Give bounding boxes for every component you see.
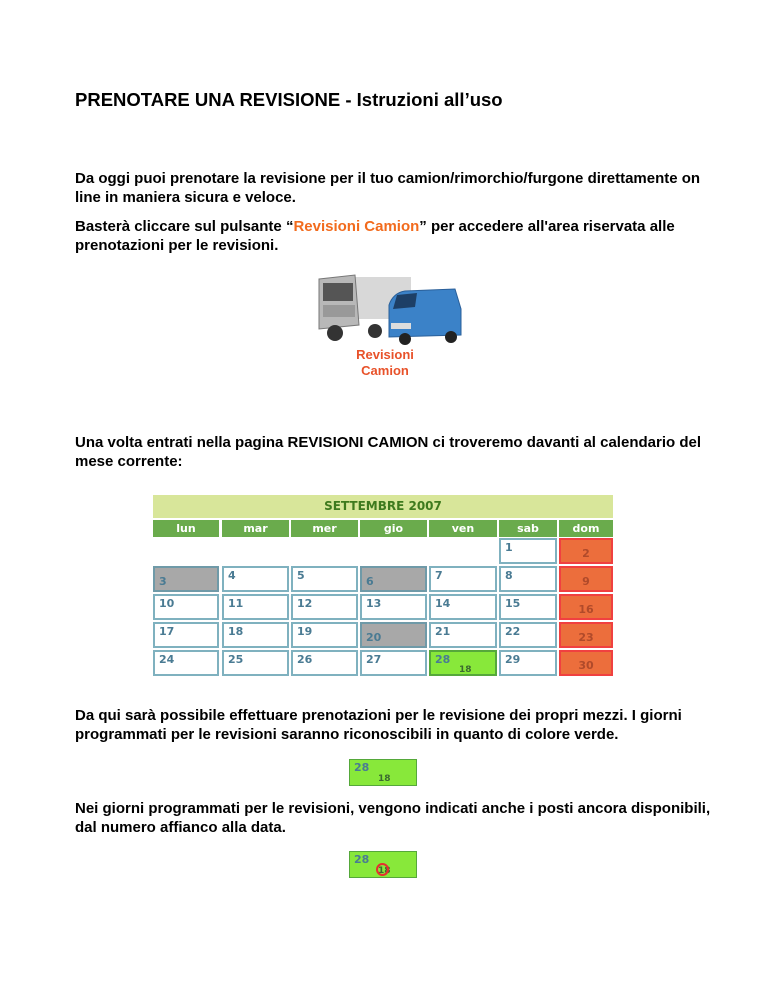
day-number: 9 [582, 575, 590, 588]
day-number: 23 [578, 631, 594, 644]
day-number: 28 [354, 853, 370, 866]
day-number: 5 [297, 569, 305, 582]
calendar-day-sunday [559, 650, 613, 676]
day-number: 29 [505, 653, 521, 666]
calendar-day-normal [222, 594, 289, 620]
day-number: 17 [159, 625, 175, 638]
calendar-day-normal [291, 566, 358, 592]
example-available-day-highlighted [349, 851, 417, 878]
weekday-header: dom [559, 520, 613, 537]
day-number: 28 [354, 761, 370, 774]
day-number: 4 [228, 569, 236, 582]
instruction-paragraph [75, 217, 715, 255]
calendar-day-normal [429, 594, 497, 620]
calendar-intro: Una volta entrati nella pagina REVISIONI CAMION ci troveremo davanti al calendario del mese corrente: [75, 434, 701, 470]
day-number: 13 [366, 597, 382, 610]
calendar-explanation: Da qui sarà possibile effettuare prenotazioni per le revisione dei propri mezzi. I giorni programmati per le revisioni saranno riconoscibili in quanto di colore verde. [75, 707, 682, 743]
example-available-day [349, 759, 417, 786]
calendar-day-normal [429, 566, 497, 592]
calendar-day-normal [222, 622, 289, 648]
day-number: 2 [582, 547, 590, 560]
day-number: 30 [578, 659, 594, 672]
calendar-day-normal [360, 594, 427, 620]
page-title: PRENOTARE UNA REVISIONE - Istruzioni all’uso [75, 89, 503, 110]
text: ” per accedere all'area riservata alle prenotazioni per le revisioni. [75, 218, 675, 254]
day-number: 6 [366, 575, 374, 588]
day-number: 15 [505, 597, 521, 610]
calendar-day-normal [153, 650, 219, 676]
day-number: 26 [297, 653, 313, 666]
day-number: 27 [366, 653, 382, 666]
calendar-day-normal [499, 622, 557, 648]
day-number: 19 [297, 625, 313, 638]
seats-count: 18 [378, 774, 391, 784]
calendar-day-sunday [559, 594, 613, 620]
seats-explanation: Nei giorni programmati per le revisioni, vengono indicati anche i posti ancora disponibili, dal numero affianco alla data. [75, 800, 711, 836]
calendar-day-grey [153, 566, 219, 592]
calendar-day-grey [360, 622, 427, 648]
day-number: 25 [228, 653, 244, 666]
day-number: 11 [228, 597, 244, 610]
calendar-day-sunday [559, 622, 613, 648]
weekday-header: ven [429, 520, 497, 537]
calendar-day-sunday [559, 538, 613, 564]
day-number: 7 [435, 569, 443, 582]
weekday-header: sab [499, 520, 557, 537]
calendar-day-available[interactable] [429, 650, 497, 676]
highlight-circle [376, 863, 389, 876]
weekday-header: gio [360, 520, 427, 537]
calendar-day-normal [499, 538, 557, 564]
calendar-month-title: SETTEMBRE 2007 [153, 495, 613, 518]
intro-paragraph: Da oggi puoi prenotare la revisione per il tuo camion/rimorchio/furgone direttamente on line in maniera sicura e veloce. [75, 170, 701, 206]
weekday-header: mer [291, 520, 358, 537]
day-number: 10 [159, 597, 175, 610]
day-number: 8 [505, 569, 513, 582]
calendar-day-normal [222, 566, 289, 592]
day-number: 16 [578, 603, 594, 616]
day-number: 14 [435, 597, 451, 610]
revisioni-camion-link-text: Revisioni Camion [293, 218, 420, 235]
day-number: 3 [159, 575, 167, 588]
calendar-day-normal [429, 622, 497, 648]
day-number: 20 [366, 631, 382, 644]
day-number: 22 [505, 625, 521, 638]
calendar-day-normal [499, 594, 557, 620]
day-number: 1 [505, 541, 513, 554]
calendar-day-normal [291, 622, 358, 648]
day-number: 24 [159, 653, 175, 666]
calendar-day-normal [499, 650, 557, 676]
calendar-day-normal [153, 594, 219, 620]
calendar-day-sunday [559, 566, 613, 592]
day-number: 21 [435, 625, 451, 638]
weekday-header: lun [153, 520, 219, 537]
calendar-day-normal [291, 650, 358, 676]
calendar-day-normal [499, 566, 557, 592]
logo-caption: Revisioni Camion [356, 347, 414, 378]
weekday-header: mar [222, 520, 289, 537]
seats-count: 18 [459, 665, 472, 675]
seats-count: 18 [378, 866, 391, 876]
calendar-day-normal [291, 594, 358, 620]
revisioni-camion-button[interactable] [305, 265, 465, 385]
calendar-day-normal [222, 650, 289, 676]
text: Basterà cliccare sul pulsante “ [75, 218, 294, 235]
truck-van-image [305, 265, 465, 345]
calendar-day-normal [360, 650, 427, 676]
day-number: 28 [435, 653, 451, 666]
calendar-day-normal [153, 622, 219, 648]
day-number: 12 [297, 597, 313, 610]
calendar-day-grey [360, 566, 427, 592]
day-number: 18 [228, 625, 244, 638]
